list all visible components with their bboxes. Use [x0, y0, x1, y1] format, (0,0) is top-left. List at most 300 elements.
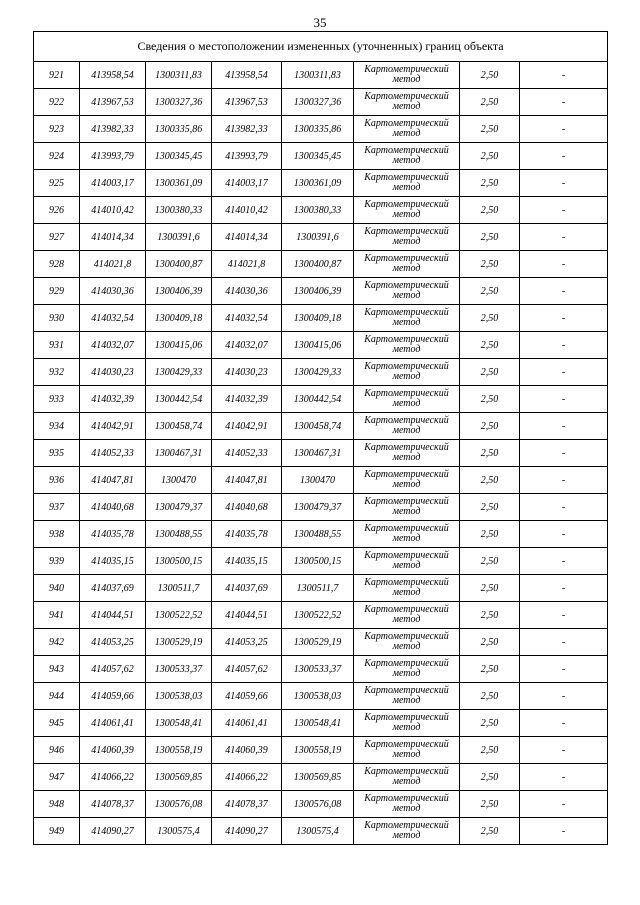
existing-x-cell: 414035,78: [80, 521, 146, 548]
existing-x-cell: 414021,8: [80, 251, 146, 278]
method-line-1: Картометрический: [364, 253, 449, 264]
method-line-1: Картометрический: [364, 334, 449, 345]
refined-y-cell: 1300380,33: [282, 197, 354, 224]
method-cell: [354, 656, 460, 683]
accuracy-cell: 2,50: [460, 521, 520, 548]
method-line-1: Картометрический: [364, 793, 449, 804]
description-cell: -: [520, 818, 608, 845]
description-cell: -: [520, 764, 608, 791]
existing-x-cell: 414035,15: [80, 548, 146, 575]
refined-y-cell: 1300335,86: [282, 116, 354, 143]
method-line-2: метод: [392, 587, 421, 598]
existing-x-cell: 414090,27: [80, 818, 146, 845]
refined-y-cell: 1300558,19: [282, 737, 354, 764]
refined-x-cell: 414047,81: [212, 467, 282, 494]
refined-x-cell: 413958,54: [212, 62, 282, 89]
accuracy-cell: 2,50: [460, 737, 520, 764]
existing-x-cell: 414053,25: [80, 629, 146, 656]
method-cell: [354, 764, 460, 791]
method-cell: [354, 386, 460, 413]
description-cell: -: [520, 710, 608, 737]
existing-y-cell: 1300345,45: [146, 143, 212, 170]
method-line-2: метод: [392, 614, 421, 625]
method-line-2: метод: [392, 317, 421, 328]
method-line-1: Картометрический: [364, 172, 449, 183]
existing-y-cell: 1300575,4: [146, 818, 212, 845]
existing-x-cell: 413982,33: [80, 116, 146, 143]
refined-x-cell: 414078,37: [212, 791, 282, 818]
method-cell: [354, 521, 460, 548]
point-number-cell: 937: [34, 494, 80, 521]
refined-y-cell: 1300500,15: [282, 548, 354, 575]
point-number-cell: 943: [34, 656, 80, 683]
existing-y-cell: 1300311,83: [146, 62, 212, 89]
existing-x-cell: 414057,62: [80, 656, 146, 683]
method-line-2: метод: [392, 776, 421, 787]
description-cell: -: [520, 575, 608, 602]
method-line-1: Картометрический: [364, 415, 449, 426]
existing-y-cell: 1300400,87: [146, 251, 212, 278]
method-cell: [354, 278, 460, 305]
point-number-cell: 948: [34, 791, 80, 818]
method-line-1: Картометрический: [364, 739, 449, 750]
method-cell: [354, 89, 460, 116]
method-line-2: метод: [392, 209, 421, 220]
refined-y-cell: 1300467,31: [282, 440, 354, 467]
existing-x-cell: 413958,54: [80, 62, 146, 89]
refined-x-cell: 414003,17: [212, 170, 282, 197]
point-number-cell: 922: [34, 89, 80, 116]
accuracy-cell: 2,50: [460, 224, 520, 251]
refined-y-cell: 1300406,39: [282, 278, 354, 305]
method-line-2: метод: [392, 263, 421, 274]
method-line-1: Картометрический: [364, 64, 449, 75]
refined-y-cell: 1300400,87: [282, 251, 354, 278]
refined-y-cell: 1300345,45: [282, 143, 354, 170]
method-line-1: Картометрический: [364, 604, 449, 615]
table-row: [34, 386, 608, 413]
refined-y-cell: 1300361,09: [282, 170, 354, 197]
accuracy-cell: 2,50: [460, 386, 520, 413]
point-number-cell: 927: [34, 224, 80, 251]
method-cell: [354, 683, 460, 710]
method-line-1: Картометрический: [364, 226, 449, 237]
table-row: [34, 710, 608, 737]
method-line-2: метод: [392, 533, 421, 544]
method-line-2: метод: [392, 641, 421, 652]
accuracy-cell: 2,50: [460, 467, 520, 494]
point-number-cell: 941: [34, 602, 80, 629]
existing-y-cell: 1300380,33: [146, 197, 212, 224]
description-cell: -: [520, 143, 608, 170]
refined-x-cell: 414037,69: [212, 575, 282, 602]
table-row: [34, 413, 608, 440]
existing-y-cell: 1300429,33: [146, 359, 212, 386]
refined-y-cell: 1300479,37: [282, 494, 354, 521]
method-line-2: метод: [392, 344, 421, 355]
description-cell: -: [520, 305, 608, 332]
method-line-2: метод: [392, 74, 421, 85]
point-number-cell: 926: [34, 197, 80, 224]
refined-x-cell: 413993,79: [212, 143, 282, 170]
existing-x-cell: 414010,42: [80, 197, 146, 224]
existing-x-cell: 413993,79: [80, 143, 146, 170]
point-number-cell: 930: [34, 305, 80, 332]
description-cell: -: [520, 224, 608, 251]
existing-y-cell: 1300409,18: [146, 305, 212, 332]
table-row: [34, 791, 608, 818]
method-line-2: метод: [392, 452, 421, 463]
method-cell: [354, 170, 460, 197]
existing-y-cell: 1300529,19: [146, 629, 212, 656]
method-line-2: метод: [392, 101, 421, 112]
accuracy-cell: 2,50: [460, 683, 520, 710]
point-number-cell: 928: [34, 251, 80, 278]
point-number-cell: 949: [34, 818, 80, 845]
page-number: 35: [313, 15, 327, 30]
method-line-1: Картометрический: [364, 766, 449, 777]
point-number-cell: 942: [34, 629, 80, 656]
refined-x-cell: 413982,33: [212, 116, 282, 143]
accuracy-cell: 2,50: [460, 440, 520, 467]
existing-y-cell: 1300391,6: [146, 224, 212, 251]
refined-x-cell: 414010,42: [212, 197, 282, 224]
refined-x-cell: 414032,39: [212, 386, 282, 413]
method-line-2: метод: [392, 128, 421, 139]
existing-y-cell: 1300467,31: [146, 440, 212, 467]
point-number-cell: 936: [34, 467, 80, 494]
point-number-cell: 929: [34, 278, 80, 305]
method-line-1: Картометрический: [364, 523, 449, 534]
existing-x-cell: 414032,54: [80, 305, 146, 332]
method-line-1: Картометрический: [364, 820, 449, 831]
refined-y-cell: 1300511,7: [282, 575, 354, 602]
description-cell: -: [520, 62, 608, 89]
accuracy-cell: 2,50: [460, 629, 520, 656]
existing-y-cell: 1300558,19: [146, 737, 212, 764]
refined-y-cell: 1300538,03: [282, 683, 354, 710]
accuracy-cell: 2,50: [460, 359, 520, 386]
refined-x-cell: 414021,8: [212, 251, 282, 278]
refined-y-cell: 1300522,52: [282, 602, 354, 629]
method-cell: [354, 548, 460, 575]
description-cell: -: [520, 521, 608, 548]
method-line-1: Картометрический: [364, 685, 449, 696]
method-line-2: метод: [392, 830, 421, 841]
refined-y-cell: 1300575,4: [282, 818, 354, 845]
method-cell: [354, 602, 460, 629]
method-cell: [354, 305, 460, 332]
method-cell: [354, 197, 460, 224]
existing-x-cell: 414059,66: [80, 683, 146, 710]
refined-y-cell: 1300442,54: [282, 386, 354, 413]
method-cell: [354, 575, 460, 602]
description-cell: -: [520, 656, 608, 683]
existing-x-cell: 413967,53: [80, 89, 146, 116]
method-line-2: метод: [392, 371, 421, 382]
accuracy-cell: 2,50: [460, 818, 520, 845]
table-row: [34, 548, 608, 575]
method-cell: [354, 818, 460, 845]
method-line-1: Картометрический: [364, 388, 449, 399]
refined-x-cell: 414035,78: [212, 521, 282, 548]
accuracy-cell: 2,50: [460, 710, 520, 737]
table-title-row: [34, 32, 608, 62]
refined-y-cell: 1300391,6: [282, 224, 354, 251]
existing-x-cell: 414042,91: [80, 413, 146, 440]
method-line-1: Картометрический: [364, 199, 449, 210]
refined-x-cell: 414040,68: [212, 494, 282, 521]
table-row: [34, 197, 608, 224]
method-line-1: Картометрический: [364, 280, 449, 291]
table-row: [34, 305, 608, 332]
table-row: [34, 278, 608, 305]
accuracy-cell: 2,50: [460, 143, 520, 170]
refined-y-cell: 1300533,37: [282, 656, 354, 683]
method-cell: [354, 413, 460, 440]
point-number-cell: 925: [34, 170, 80, 197]
table-row: [34, 494, 608, 521]
method-line-2: метод: [392, 236, 421, 247]
method-line-1: Картометрический: [364, 658, 449, 669]
method-cell: [354, 710, 460, 737]
method-cell: [354, 143, 460, 170]
accuracy-cell: 2,50: [460, 575, 520, 602]
method-line-2: метод: [392, 749, 421, 760]
existing-y-cell: 1300327,36: [146, 89, 212, 116]
table-row: [34, 656, 608, 683]
method-cell: [354, 332, 460, 359]
method-line-2: метод: [392, 398, 421, 409]
method-line-2: метод: [392, 560, 421, 571]
refined-x-cell: 414035,15: [212, 548, 282, 575]
point-number-cell: 939: [34, 548, 80, 575]
method-line-1: Картометрический: [364, 550, 449, 561]
existing-y-cell: 1300488,55: [146, 521, 212, 548]
accuracy-cell: 2,50: [460, 413, 520, 440]
point-number-cell: 931: [34, 332, 80, 359]
method-line-1: Картометрический: [364, 577, 449, 588]
existing-y-cell: 1300522,52: [146, 602, 212, 629]
existing-y-cell: 1300361,09: [146, 170, 212, 197]
refined-y-cell: 1300569,85: [282, 764, 354, 791]
method-line-1: Картометрический: [364, 631, 449, 642]
table-row: [34, 818, 608, 845]
table-row: [34, 62, 608, 89]
method-line-2: метод: [392, 722, 421, 733]
refined-x-cell: 414090,27: [212, 818, 282, 845]
method-line-2: метод: [392, 290, 421, 301]
existing-y-cell: 1300511,7: [146, 575, 212, 602]
method-line-1: Картометрический: [364, 361, 449, 372]
existing-y-cell: 1300442,54: [146, 386, 212, 413]
method-line-2: метод: [392, 506, 421, 517]
description-cell: -: [520, 683, 608, 710]
point-number-cell: 935: [34, 440, 80, 467]
accuracy-cell: 2,50: [460, 305, 520, 332]
table-row: [34, 737, 608, 764]
table-row: [34, 575, 608, 602]
table-row: [34, 629, 608, 656]
method-line-2: метод: [392, 479, 421, 490]
description-cell: -: [520, 278, 608, 305]
method-cell: [354, 440, 460, 467]
existing-x-cell: 414003,17: [80, 170, 146, 197]
refined-y-cell: 1300415,06: [282, 332, 354, 359]
method-line-2: метод: [392, 668, 421, 679]
method-line-2: метод: [392, 182, 421, 193]
existing-x-cell: 414014,34: [80, 224, 146, 251]
description-cell: -: [520, 494, 608, 521]
point-number-cell: 947: [34, 764, 80, 791]
point-number-cell: 934: [34, 413, 80, 440]
method-cell: [354, 737, 460, 764]
table-row: [34, 467, 608, 494]
refined-y-cell: 1300488,55: [282, 521, 354, 548]
method-line-1: Картометрический: [364, 496, 449, 507]
description-cell: -: [520, 602, 608, 629]
table-row: [34, 143, 608, 170]
method-line-2: метод: [392, 695, 421, 706]
description-cell: -: [520, 629, 608, 656]
refined-x-cell: 414053,25: [212, 629, 282, 656]
description-cell: -: [520, 251, 608, 278]
method-cell: [354, 224, 460, 251]
description-cell: -: [520, 359, 608, 386]
existing-x-cell: 414044,51: [80, 602, 146, 629]
point-number-cell: 921: [34, 62, 80, 89]
refined-y-cell: 1300429,33: [282, 359, 354, 386]
method-line-1: Картометрический: [364, 118, 449, 129]
method-cell: [354, 116, 460, 143]
accuracy-cell: 2,50: [460, 791, 520, 818]
accuracy-cell: 2,50: [460, 278, 520, 305]
description-cell: -: [520, 386, 608, 413]
existing-y-cell: 1300538,03: [146, 683, 212, 710]
table-row: [34, 440, 608, 467]
refined-x-cell: 414066,22: [212, 764, 282, 791]
table-row: [34, 224, 608, 251]
description-cell: -: [520, 548, 608, 575]
accuracy-cell: 2,50: [460, 332, 520, 359]
description-cell: -: [520, 170, 608, 197]
point-number-cell: 945: [34, 710, 80, 737]
refined-y-cell: 1300458,74: [282, 413, 354, 440]
description-cell: -: [520, 89, 608, 116]
refined-x-cell: 414059,66: [212, 683, 282, 710]
point-number-cell: 933: [34, 386, 80, 413]
refined-x-cell: 414044,51: [212, 602, 282, 629]
method-line-1: Картометрический: [364, 145, 449, 156]
refined-x-cell: 414057,62: [212, 656, 282, 683]
existing-x-cell: 414032,07: [80, 332, 146, 359]
table-row: [34, 332, 608, 359]
existing-x-cell: 414052,33: [80, 440, 146, 467]
existing-y-cell: 1300335,86: [146, 116, 212, 143]
method-cell: [354, 251, 460, 278]
existing-x-cell: 414078,37: [80, 791, 146, 818]
existing-y-cell: 1300406,39: [146, 278, 212, 305]
point-number-cell: 938: [34, 521, 80, 548]
description-cell: -: [520, 332, 608, 359]
method-line-1: Картометрический: [364, 469, 449, 480]
description-cell: -: [520, 467, 608, 494]
refined-x-cell: 414030,23: [212, 359, 282, 386]
refined-y-cell: 1300311,83: [282, 62, 354, 89]
existing-x-cell: 414066,22: [80, 764, 146, 791]
accuracy-cell: 2,50: [460, 197, 520, 224]
accuracy-cell: 2,50: [460, 764, 520, 791]
table-row: [34, 521, 608, 548]
existing-y-cell: 1300479,37: [146, 494, 212, 521]
description-cell: -: [520, 791, 608, 818]
table-row: [34, 359, 608, 386]
existing-x-cell: 414030,36: [80, 278, 146, 305]
point-number-cell: 932: [34, 359, 80, 386]
refined-x-cell: 414032,07: [212, 332, 282, 359]
existing-y-cell: 1300415,06: [146, 332, 212, 359]
refined-y-cell: 1300470: [282, 467, 354, 494]
existing-y-cell: 1300533,37: [146, 656, 212, 683]
refined-x-cell: 414014,34: [212, 224, 282, 251]
description-cell: -: [520, 197, 608, 224]
method-line-2: метод: [392, 425, 421, 436]
accuracy-cell: 2,50: [460, 116, 520, 143]
table-row: [34, 764, 608, 791]
existing-y-cell: 1300569,85: [146, 764, 212, 791]
table-row: [34, 251, 608, 278]
method-cell: [354, 62, 460, 89]
point-number-cell: 924: [34, 143, 80, 170]
method-cell: [354, 494, 460, 521]
existing-y-cell: 1300470: [146, 467, 212, 494]
table-row: [34, 89, 608, 116]
existing-x-cell: 414032,39: [80, 386, 146, 413]
method-cell: [354, 467, 460, 494]
method-line-2: метод: [392, 803, 421, 814]
existing-x-cell: 414040,68: [80, 494, 146, 521]
existing-x-cell: 414037,69: [80, 575, 146, 602]
method-cell: [354, 359, 460, 386]
point-number-cell: 940: [34, 575, 80, 602]
refined-x-cell: 414042,91: [212, 413, 282, 440]
refined-y-cell: 1300576,08: [282, 791, 354, 818]
existing-x-cell: 414061,41: [80, 710, 146, 737]
method-line-2: метод: [392, 155, 421, 166]
accuracy-cell: 2,50: [460, 602, 520, 629]
refined-x-cell: 414061,41: [212, 710, 282, 737]
table-row: [34, 683, 608, 710]
refined-y-cell: 1300548,41: [282, 710, 354, 737]
point-number-cell: 923: [34, 116, 80, 143]
point-number-cell: 946: [34, 737, 80, 764]
description-cell: -: [520, 440, 608, 467]
existing-y-cell: 1300458,74: [146, 413, 212, 440]
method-line-1: Картометрический: [364, 91, 449, 102]
description-cell: -: [520, 737, 608, 764]
table-row: [34, 170, 608, 197]
refined-x-cell: 413967,53: [212, 89, 282, 116]
refined-x-cell: 414060,39: [212, 737, 282, 764]
method-line-1: Картометрический: [364, 307, 449, 318]
boundary-coordinates-table: [33, 31, 608, 845]
description-cell: -: [520, 116, 608, 143]
refined-y-cell: 1300409,18: [282, 305, 354, 332]
existing-y-cell: 1300500,15: [146, 548, 212, 575]
method-cell: [354, 629, 460, 656]
accuracy-cell: 2,50: [460, 170, 520, 197]
existing-x-cell: 414060,39: [80, 737, 146, 764]
